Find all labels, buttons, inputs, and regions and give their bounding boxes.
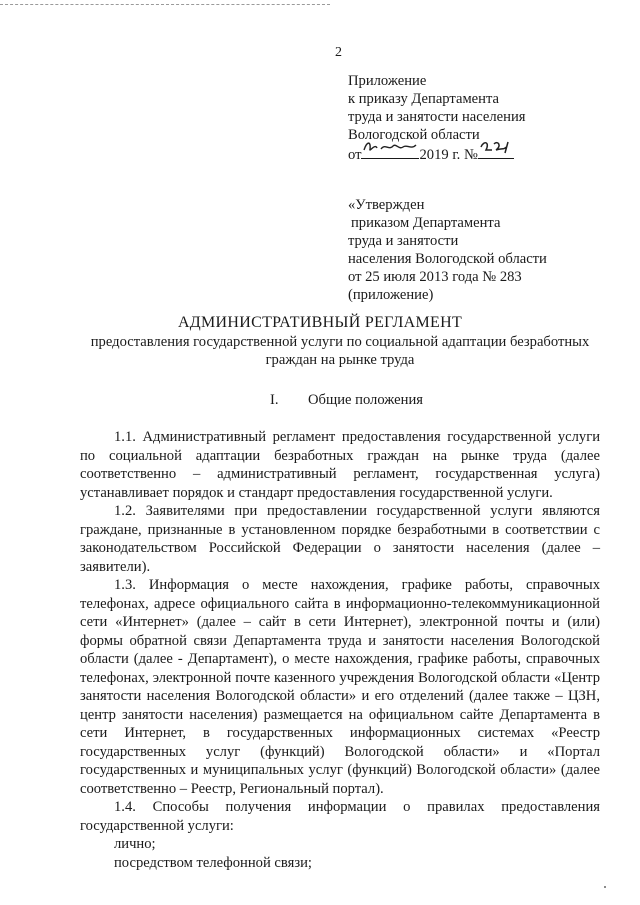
appendix-date-line (348, 144, 525, 164)
approval-line: труда и занятости (348, 233, 459, 249)
list-item: лично; (114, 836, 156, 852)
scan-speck (604, 886, 606, 888)
scan-artifact-line (0, 4, 330, 5)
handwritten-date-signature (361, 144, 419, 159)
paragraph: 1.2. Заявителями при предоставлении государственной услуги являются граждане, признанные в установленном порядке безработными в соответствии с законодательством Российской Федерации о занятости населения (далее – заявители). (80, 503, 600, 575)
appendix-block (348, 72, 525, 164)
appendix-line: Вологодской области (348, 127, 480, 143)
document-body (80, 428, 600, 872)
date-year: 2019 г. № (419, 147, 478, 163)
document-title: АДМИНИСТРАТИВНЫЙ РЕГЛАМЕНТ (177, 314, 463, 331)
section-heading (270, 392, 423, 409)
approval-line: «Утвержден (348, 197, 425, 213)
approval-line: приказом Департамента (351, 215, 501, 231)
appendix-line: к приказу Департамента (348, 91, 499, 107)
section-title: Общие положения (308, 392, 423, 408)
paragraph: 1.4. Способы получения информации о правилах предоставления государственной услуги: (80, 799, 600, 834)
handwritten-order-number (478, 144, 514, 159)
date-prefix: от (348, 147, 362, 163)
approval-line: (приложение) (348, 287, 434, 303)
approval-line: населения Вологодской области (348, 251, 547, 267)
document-subtitle: предоставления государственной услуги по социальной адаптации безработных граждан на рынке труда (90, 334, 590, 368)
appendix-line: Приложение (348, 73, 427, 89)
approval-block (348, 196, 547, 304)
list-item: посредством телефонной связи; (114, 854, 312, 871)
section-number: I. (270, 392, 279, 408)
appendix-line: труда и занятости населения (348, 109, 526, 125)
approval-line: от 25 июля 2013 года № 283 (348, 269, 522, 285)
paragraph: 1.1. Административный регламент предоставления государственной услуги по социальной адаптации безработных граждан на рынке труда (далее соответственно – административный регламент, государственная услуга) устанавливает порядок и стандарт предоставления государственной услуги. (80, 429, 600, 501)
page-number: 2 (335, 45, 342, 60)
paragraph: 1.3. Информация о месте нахождения, графике работы, справочных телефонах, адресе официального сайта в информационно-телекоммуникационной сети «Интернет» (далее – сайт в сети Интернет), электронной почты и (или) формы обратной связи Департамента труда и занятости населения Вологодской области (далее - Департамент), о месте нахождения, графике работы, справочных телефонах, электронной почте казенного учреждения Вологодской области «Центр занятости населения Вологодской области» и его отделений (далее также – ЦЗН, центр занятости населения) размещается на официальном сайте Департамента в сети Интернет, в государственных информационных системах «Реестр государственных услуг (функций) Вологодской области» и «Портал государственных и муниципальных услуг (функций) Вологодской области» (далее соответственно – Реестр, Региональный портал). (80, 577, 600, 797)
